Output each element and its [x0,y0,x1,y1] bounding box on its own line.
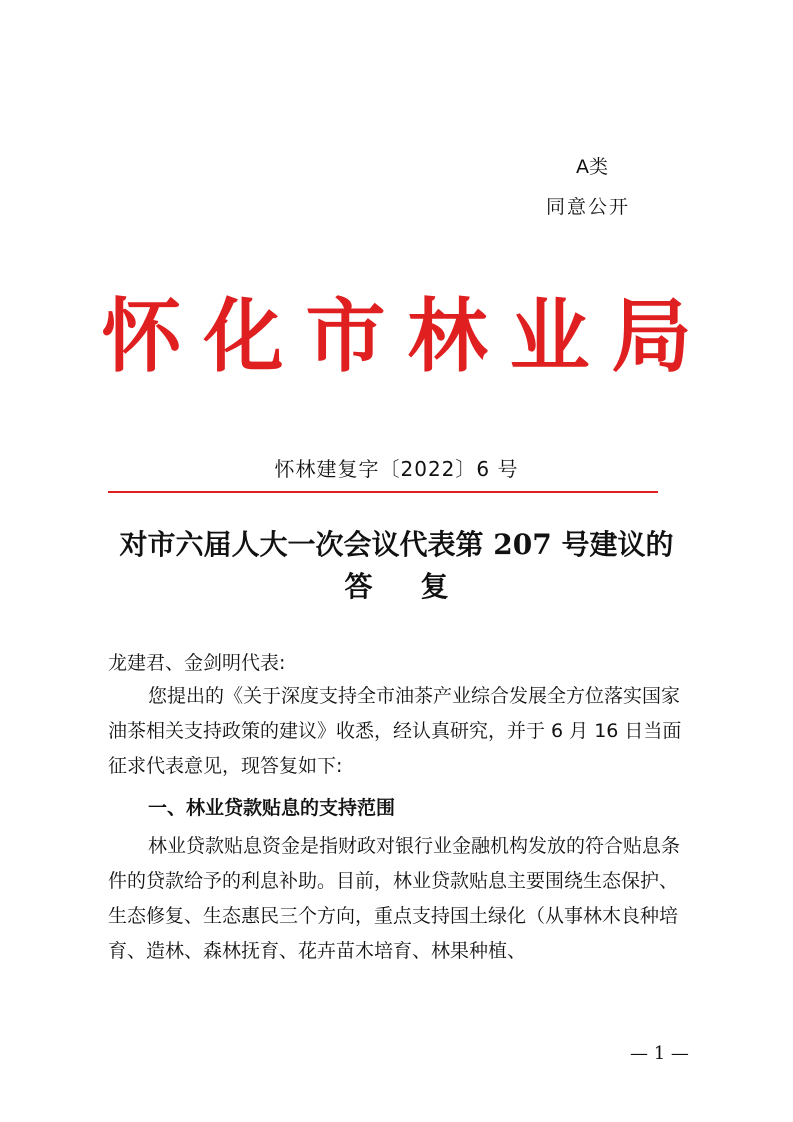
section-heading-1: 一、林业贷款贴息的支持范围 [148,797,396,819]
classification-label: A类 [576,156,608,178]
document-title-line1: 对市六届人大一次会议代表第 207 号建议的 [119,528,674,561]
red-divider-line [108,491,658,493]
page-number: — 1 — [630,1043,689,1064]
document-number: 怀林建复字〔2022〕6 号 [274,457,519,481]
salutation: 龙建君、金剑明代表: [108,652,286,674]
body-paragraph-2: 林业贷款贴息资金是指财政对银行业金融机构发放的符合贴息条件的贷款给予的利息补助。目前，林业贷款贴息主要围绕生态保护、生态修复、生态惠民三个方向，重点支持国土绿化（从事林木良种培育、造林、森林抚育、花卉苗木培育、林果种植、 [108,835,681,962]
organization-masthead: 怀化市林业局 [101,289,714,383]
body-paragraph-1: 您提出的《关于深度支持全市油茶产业综合发展全方位落实国家油茶相关支持政策的建议》收悉，经认真研究，并于 6 月 16 日当面征求代表意见，现答复如下: [108,685,682,777]
document-title-line2: 答复 [344,570,497,603]
disclosure-label: 同意公开 [546,196,631,218]
